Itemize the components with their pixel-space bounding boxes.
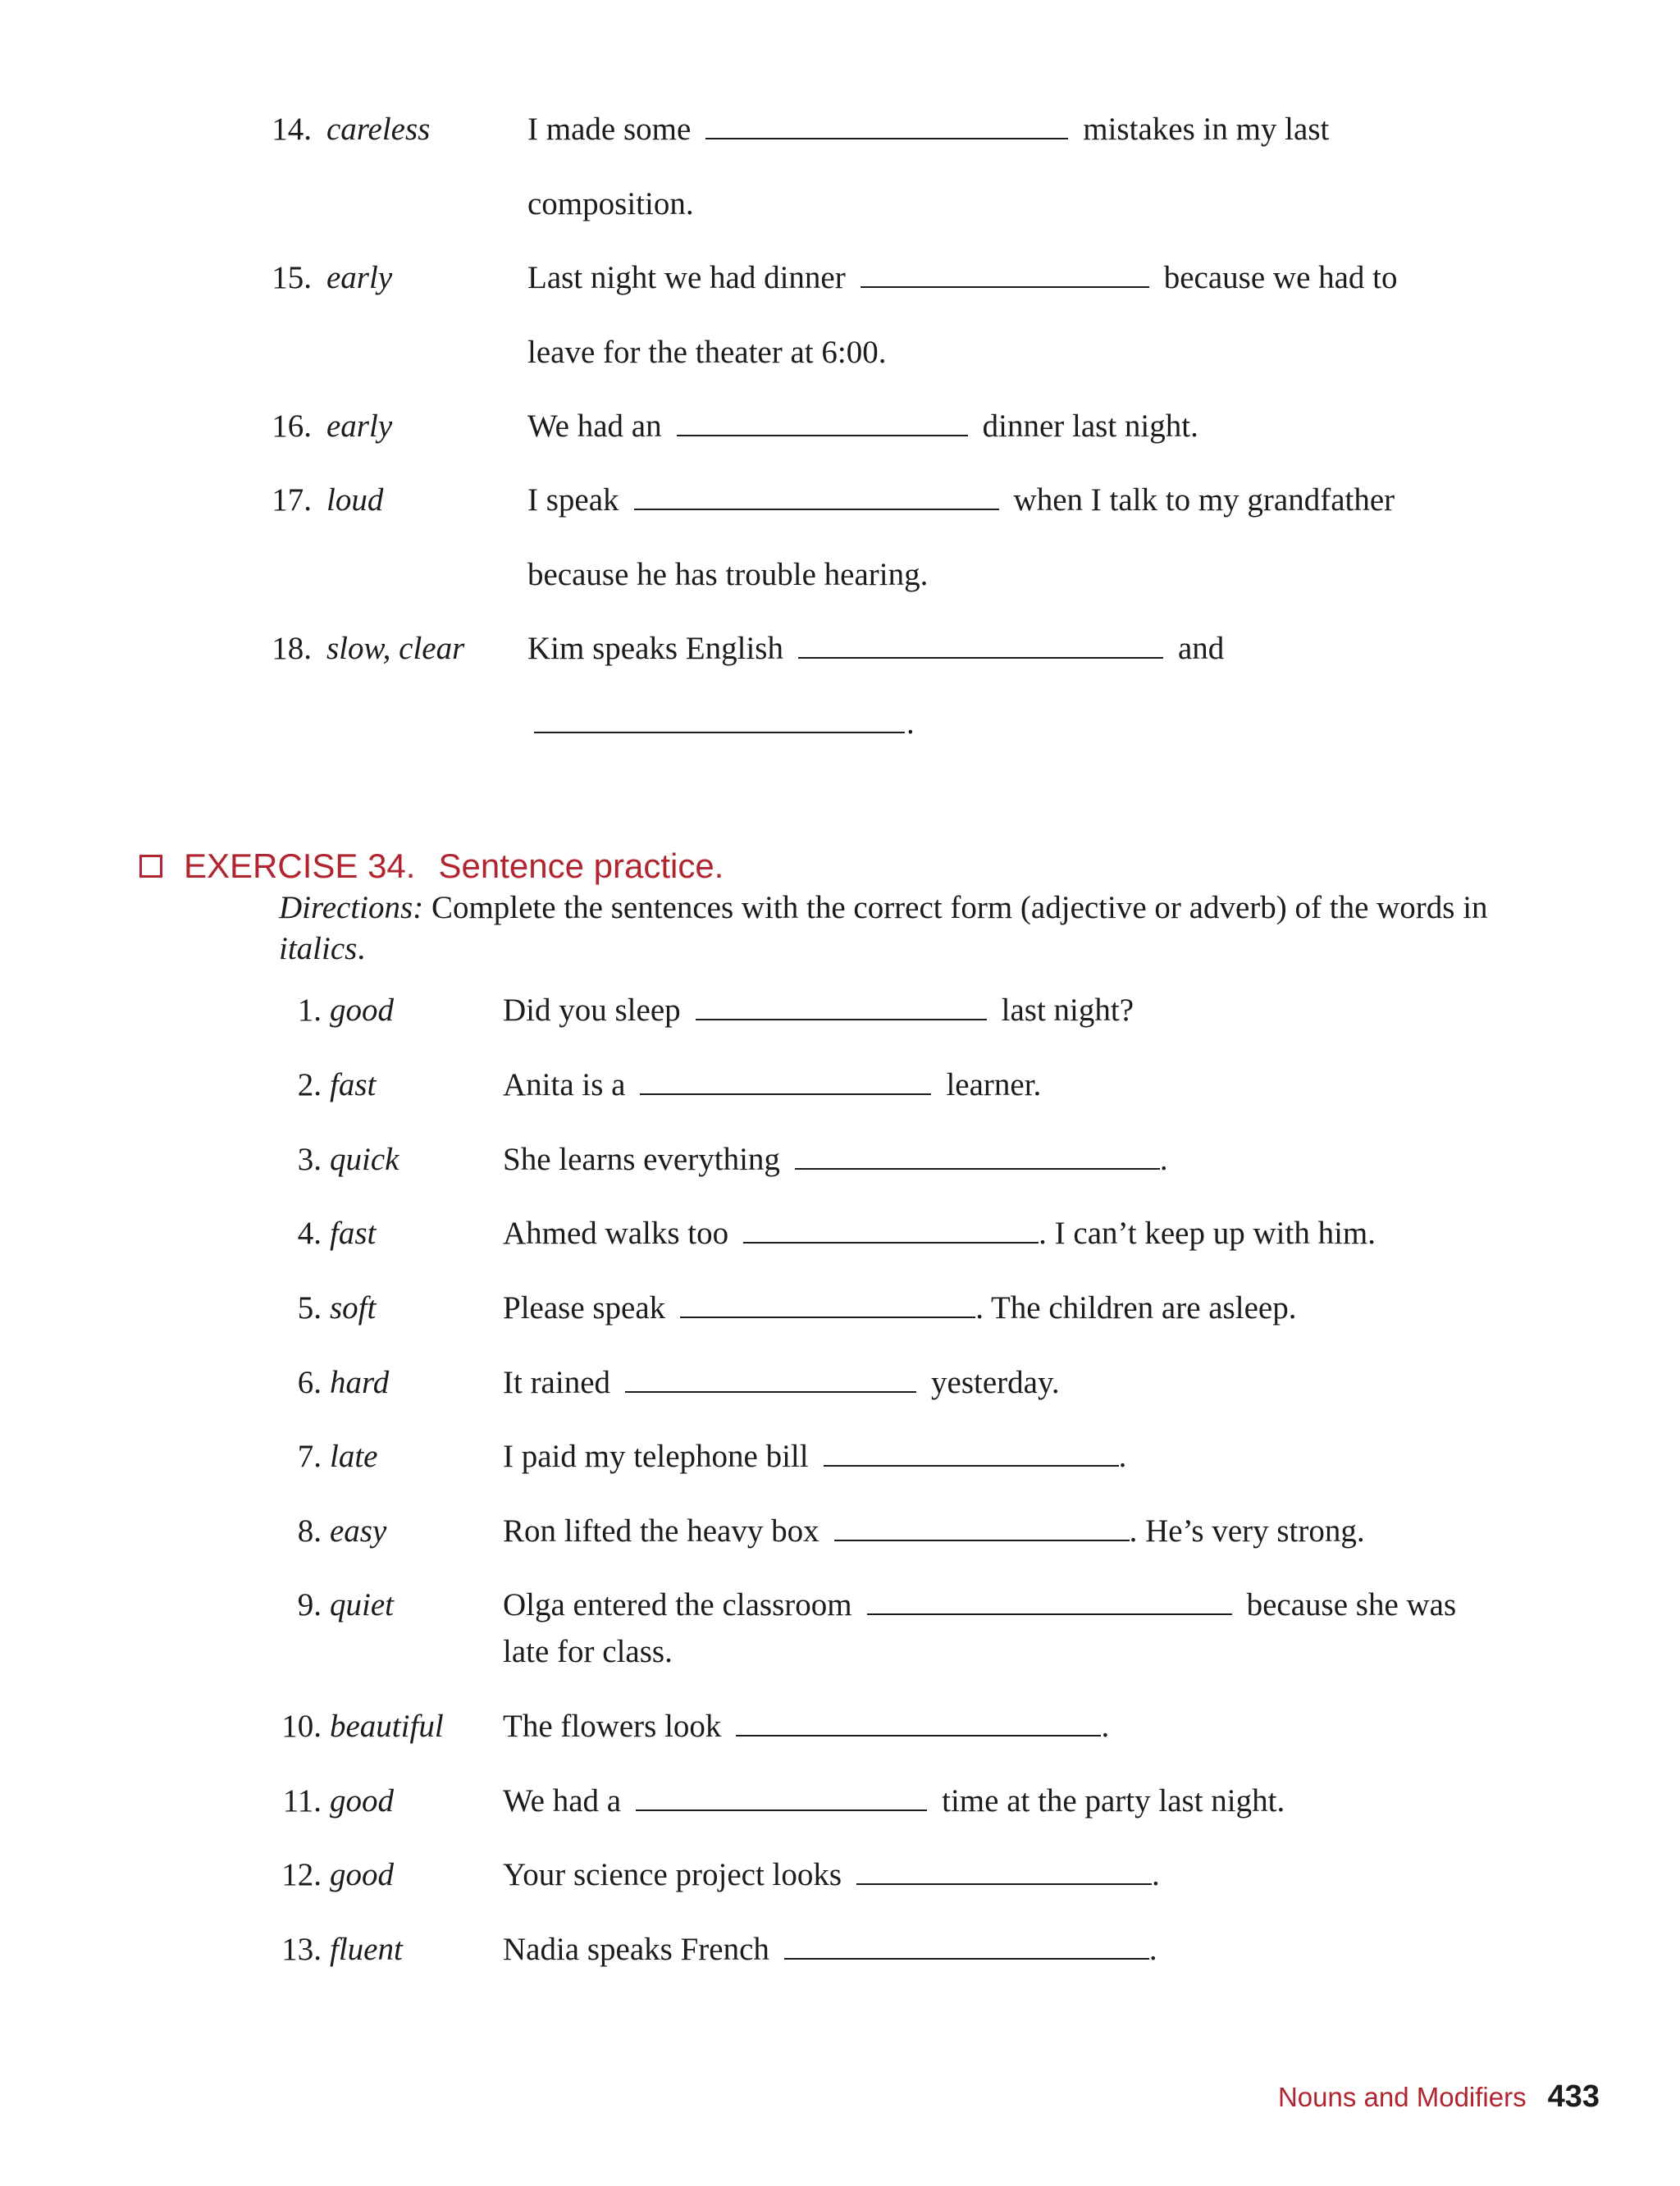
page-number: 433 (1547, 2079, 1600, 2114)
item-cue-word: early (326, 260, 393, 295)
sentence-after: last night? (1001, 993, 1134, 1028)
item-sentence (503, 1363, 1060, 1403)
item-number: 3. (297, 1142, 322, 1177)
item-sentence (503, 1782, 1285, 1821)
item-continuation: leave for the theater at 6:00. (527, 335, 887, 370)
answer-blank[interactable] (795, 1143, 1160, 1170)
answer-blank[interactable] (834, 1515, 1130, 1541)
sentence-after: . (1101, 1709, 1110, 1744)
item-number: 12. (281, 1857, 322, 1892)
item-sentence (527, 481, 1395, 520)
item-sentence (503, 1066, 1041, 1105)
item-sentence (503, 1214, 1376, 1253)
sentence-after: . (906, 705, 915, 741)
item-continuation: late for class. (503, 1634, 673, 1669)
answer-blank[interactable] (634, 484, 999, 510)
item-number: 4. (297, 1216, 322, 1251)
directions-end: . (357, 931, 366, 966)
sentence-before: I paid my telephone bill (503, 1439, 809, 1474)
item-sentence (503, 1586, 1456, 1625)
sentence-before: Your science project looks (503, 1857, 842, 1892)
sentence-after: time at the party last night. (942, 1783, 1285, 1819)
item-sentence (503, 1140, 1168, 1180)
item-cue-word: good (330, 993, 394, 1028)
item-continuation: composition. (527, 186, 694, 221)
directions-label: Directions: (279, 890, 424, 925)
item-cue-word: good (330, 1857, 394, 1892)
answer-blank[interactable] (534, 707, 905, 733)
item-sentence (503, 1930, 1157, 1969)
answer-blank[interactable] (705, 113, 1068, 139)
sentence-before: I made some (527, 112, 692, 147)
item-cue-word: good (330, 1783, 394, 1819)
exercise-title: Sentence practice. (438, 847, 724, 885)
item-number: 2. (297, 1067, 322, 1102)
sentence-before: The flowers look (503, 1709, 722, 1744)
item-cue-word: quick (330, 1142, 399, 1177)
sentence-after: . (1152, 1857, 1160, 1892)
sentence-before: Kim speaks English (527, 631, 783, 666)
sentence-before: I speak (527, 482, 619, 518)
sentence-after: yesterday. (931, 1365, 1060, 1400)
sentence-after: . (1118, 1439, 1127, 1474)
sentence-after: . (1148, 1932, 1157, 1967)
answer-blank[interactable] (640, 1069, 931, 1095)
item-cue-word: late (330, 1439, 378, 1474)
item-cue-word: easy (330, 1513, 387, 1549)
exercise-label: EXERCISE 34. (184, 847, 416, 885)
item-number: 13. (281, 1932, 322, 1967)
item-number: 1. (297, 993, 322, 1028)
answer-blank[interactable] (824, 1440, 1119, 1467)
sentence-after: . He’s very strong. (1129, 1513, 1365, 1549)
item-number: 15. (272, 260, 312, 295)
sentence-after: . The children are asleep. (975, 1290, 1297, 1326)
item-sentence (527, 407, 1198, 446)
checkbox-icon[interactable] (139, 855, 162, 878)
answer-blank[interactable] (798, 632, 1163, 659)
answer-blank[interactable] (856, 1859, 1152, 1885)
exercise-heading (139, 847, 724, 886)
sentence-after: when I talk to my grandfather (1013, 482, 1395, 518)
answer-blank[interactable] (743, 1217, 1039, 1244)
item-number: 8. (297, 1513, 322, 1549)
item-sentence (503, 1289, 1296, 1328)
directions-italic: italics (279, 931, 358, 966)
item-continuation: because he has trouble hearing. (527, 557, 929, 592)
answer-blank[interactable] (867, 1589, 1232, 1615)
answer-blank[interactable] (784, 1933, 1149, 1960)
item-number: 14. (272, 112, 312, 147)
sentence-after: learner. (946, 1067, 1042, 1102)
page-footer (1278, 2079, 1600, 2115)
answer-blank[interactable] (736, 1710, 1101, 1736)
item-cue-word: soft (330, 1290, 377, 1326)
item-sentence (503, 1707, 1109, 1746)
sentence-after: dinner last night. (982, 408, 1198, 444)
item-number: 18. (272, 631, 312, 666)
item-number: 9. (297, 1587, 322, 1622)
answer-blank[interactable] (625, 1367, 916, 1393)
answer-blank[interactable] (636, 1785, 927, 1811)
item-number: 17. (272, 482, 312, 518)
answer-blank[interactable] (677, 410, 968, 436)
item-cue-word: hard (330, 1365, 390, 1400)
sentence-after: . I can’t keep up with him. (1039, 1216, 1376, 1251)
item-number: 10. (281, 1709, 322, 1744)
item-sentence (527, 629, 1224, 669)
item-sentence (527, 258, 1398, 298)
sentence-before: Last night we had dinner (527, 260, 846, 295)
sentence-after: and (1177, 631, 1225, 666)
item-cue-word: fast (330, 1067, 377, 1102)
item-number: 11. (282, 1783, 322, 1819)
item-cue-word: careless (326, 112, 431, 147)
item-cue-word: fluent (330, 1932, 403, 1967)
item-number: 7. (297, 1439, 322, 1474)
sentence-before: Ron lifted the heavy box (503, 1513, 819, 1549)
exercise-directions (279, 888, 1575, 970)
sentence-before: She learns everything (503, 1142, 780, 1177)
sentence-before: We had a (503, 1783, 622, 1819)
sentence-after: because we had to (1163, 260, 1398, 295)
sentence-after: mistakes in my last (1083, 112, 1330, 147)
answer-blank[interactable] (680, 1292, 975, 1318)
item-cue-word: early (326, 408, 393, 444)
sentence-after: because she was (1246, 1587, 1457, 1622)
item-cue-word: loud (326, 482, 384, 518)
item-number: 6. (297, 1365, 322, 1400)
item-cue-word: beautiful (330, 1709, 444, 1744)
sentence-before: Did you sleep (503, 993, 681, 1028)
item-sentence (503, 1437, 1126, 1476)
item-sentence (503, 1855, 1160, 1895)
item-sentence (527, 110, 1329, 149)
directions-text: Complete the sentences with the correct form (adjective or adverb) of the words in (431, 890, 1488, 925)
sentence-before: It rained (503, 1365, 611, 1400)
sentence-before: Olga entered the classroom (503, 1587, 852, 1622)
item-continuation (534, 704, 915, 743)
sentence-before: Nadia speaks French (503, 1932, 769, 1967)
item-number: 16. (272, 408, 312, 444)
answer-blank[interactable] (861, 262, 1149, 288)
answer-blank[interactable] (696, 994, 987, 1020)
sentence-before: Anita is a (503, 1067, 626, 1102)
item-cue-word: quiet (330, 1587, 394, 1622)
item-cue-word: slow, clear (326, 631, 465, 666)
item-number: 5. (297, 1290, 322, 1326)
sentence-before: We had an (527, 408, 662, 444)
footer-section-title: Nouns and Modifiers (1277, 2082, 1527, 2112)
item-sentence (503, 991, 1134, 1030)
sentence-after: . (1159, 1142, 1168, 1177)
sentence-before: Please speak (503, 1290, 666, 1326)
sentence-before: Ahmed walks too (503, 1216, 729, 1251)
item-cue-word: fast (330, 1216, 377, 1251)
item-sentence (503, 1512, 1365, 1551)
